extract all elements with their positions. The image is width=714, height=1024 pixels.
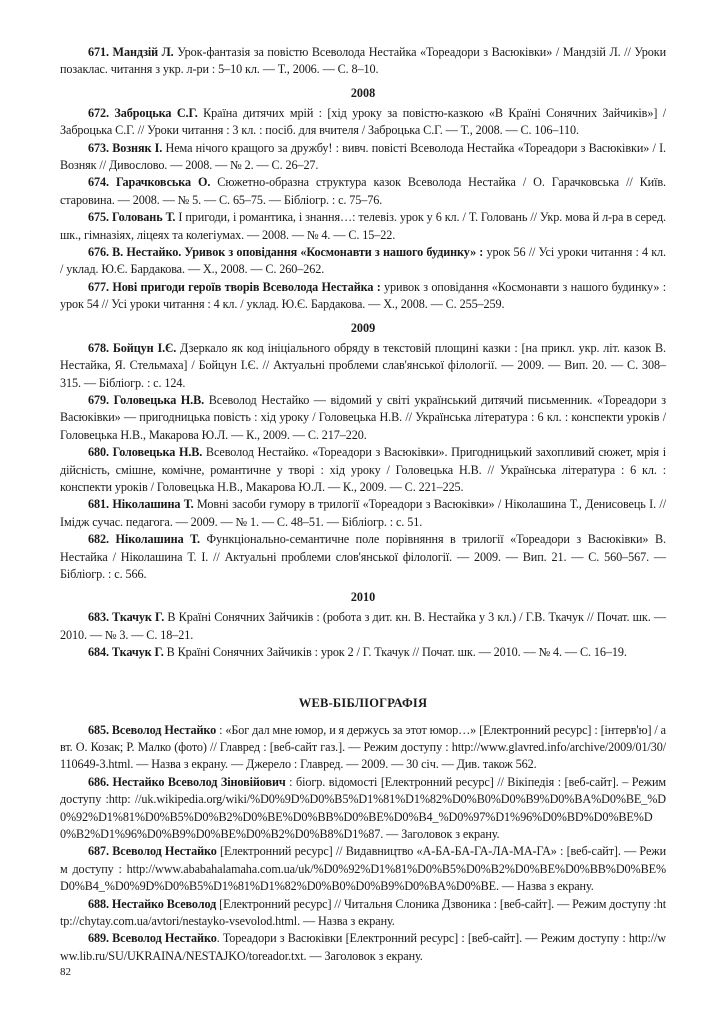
bib-entry-678: [60, 340, 666, 392]
entry-number: 686.: [88, 774, 109, 789]
entry-author: Бойцун І.Є.: [112, 340, 177, 355]
bib-entry-687: [60, 843, 666, 895]
entry-text: В Країні Сонячних Зайчиків : урок 2 / Г. Ткачук // Почат. шк. — 2010. — № 4. — С. 16–19.: [163, 645, 627, 660]
entry-number: 685.: [88, 722, 109, 737]
entry-author: Головецька Н.В.: [112, 445, 203, 460]
year-heading-2008: 2008: [350, 85, 376, 100]
entry-text: І пригоди, і романтика, і знання…: телевіз. урок у 6 кл. / Т. Головань // Укр. мова й л-ра в серед. шк., гімназіях, ліцеях та колегіумах. — 2008. — № 4. — С. 15–22.: [60, 210, 666, 242]
bib-entry-685: [60, 722, 666, 774]
entry-number: 687.: [88, 844, 109, 859]
page-number: 82: [60, 966, 71, 978]
entry-text: Всеволод Нестайко — відомий у світі український дитячий письменник. «Тореадори з Васюківки» — пригодницька повість : хід уроку / Головецька Н.В. // Українська література : 6 кл. : конспекти уроків / Головецька Н.В., Макарова Ю.Л. — К., 2009. — С. 217–220.: [60, 392, 666, 442]
entry-text: : біогр. відомості [Електронний ресурс] // Вікіпедія : [веб-сайт]. – Режим доступу :http: //uk.wikipedia.org/wiki/%D0%9D%D0%B5%D1%81%D1%82%D0%B0%D0%B9%D0%BA%D0%BE_%D0%92%D1%81%D0%B5%D0%B2%D0%BE%D0%BB%D0%BE%D0%B4_%D0%97%D1%96%D0%BD%D0%BE%D0%B2%D1%96%D0%B9%D0%BE%D0%B2%D0%B8%D1%87. — Заголовок з екрану.: [60, 774, 666, 842]
entry-text: Країна дитячих мрій : [хід уроку за повістю-казкою «В Країні Сонячних Зайчиків»] / Заброцька С.Г. // Уроки читання : 3 кл. : посіб. для вчителя / Заброцька С.Г. — Т., 2008. — С. 106–110.: [60, 105, 667, 138]
entry-author: Ткачук Г.: [112, 610, 165, 625]
entry-number: 688.: [88, 896, 109, 911]
entry-text: . Тореадори з Васюківки [Електронний ресурс] : [веб-сайт]. — Режим доступу : http://www.lib.ru/SU/UKRAINA/NESTAJKO/toreador.txt. — Заголовок з екрану.: [60, 931, 666, 963]
bib-entry-684: [60, 644, 666, 661]
bib-entry-674: [60, 174, 666, 209]
entry-author: Нові пригоди героїв творів Всеволода Нестайка :: [112, 279, 381, 294]
entry-text: Всеволод Нестайко. «Тореадори з Васюківки». Пригодницький захопливий сюжет, мрія і дійсність, смішне, комічне, романтичне у творі : хід уроку / Головецька Н.В. // Українська література : 6 кл. : конспекти уроків / Головецька Н.В., Макарова Ю.Л. — К., 2009. — С. 221–225.: [60, 445, 666, 494]
entry-text: Сюжетно-образна структура казок Всеволода Нестайка / О. Гарачковська // Київ. старовина. — 2008. — № 5. — С. 65–75. — Бібліогр. : с. 75–76.: [60, 175, 666, 207]
entry-number: 684.: [88, 645, 109, 660]
entry-text: Урок-фантазія за повістю Всеволода Нестайка «Тореадори з Васюківки» / Мандзій Л. // Уроки позаклас. читання з укр. л-ри : 5–10 кл. — Т., 2006. — С. 8–10.: [60, 45, 667, 77]
entry-text: уривок з оповідання «Космонавти з нашого будинку» : урок 54 // Усі уроки читання : 4 кл. / уклад. Ю.Є. Бардакова. — Х., 2008. — С. 255–259.: [60, 279, 666, 312]
entry-number: 677.: [88, 279, 109, 294]
entry-author: Возняк І.: [112, 140, 163, 155]
entry-author: Мандзій Л.: [112, 45, 174, 59]
entry-text: Функціонально-семантичне поле порівняння в трилогії «Тореадори з Васюківки» В. Нестайка / Ніколашина Т. І. // Актуальні проблеми слов'янської філології. — 2009. — Вип. 21. — С. 560–567. — Бібліогр. : с. 566.: [60, 532, 666, 581]
year-heading-2009: 2009: [350, 320, 376, 335]
entry-author: Нестайко Всеволод: [111, 896, 217, 911]
entry-number: 674.: [88, 175, 109, 190]
entry-author: Ніколашина Т.: [115, 532, 200, 547]
bib-entry-686: [60, 774, 666, 844]
entry-author: Головань Т.: [111, 210, 176, 225]
year-heading-2010: 2010: [350, 590, 376, 605]
bib-entry-673: [60, 140, 666, 175]
entry-author: Всеволод Нестайко: [112, 844, 217, 859]
entry-number: 679.: [88, 392, 109, 407]
bib-entry-681: [60, 496, 666, 531]
entry-number: 673.: [88, 140, 109, 155]
bib-entry-679: [60, 392, 666, 444]
entry-text: [Електронний ресурс] // Видавництво «А-БА-БА-ГА-ЛА-МА-ГА» : [веб-сайт]. — Режим доступу : http://www.ababahalamaha.com.ua/uk/%D0%92%D1%81%D0%B5%D0%B2%D0%BE%D0%BB%D0%BE%D0%B4_%D0%9D%D0%B5%D1%81%D1%82%D0%B0%D0%B9%D0%BA%D0%BE. — Назва з екрану.: [60, 844, 667, 894]
entry-text: В Країні Сонячних Зайчиків : (робота з дит. кн. В. Нестайка у 3 кл.) / Г.В. Ткачук // Почат. шк. — 2010. — № 3. — С. 18–21.: [60, 610, 666, 642]
entry-number: 680.: [88, 445, 109, 460]
entry-number: 683.: [88, 610, 109, 625]
entry-number: 675.: [88, 210, 109, 225]
entry-text: Дзеркало як код ініціального обряду в текстовій площині казки : [на прикл. укр. літ. казок В. Нестайка, Я. Стельмаха] / Бойцун І.Є. // Актуальні проблеми слав'янської філології. — 2009. — Вип. 20. — С. 308–315. — Бібліогр. : с. 124.: [60, 340, 666, 390]
entry-number: 671.: [88, 45, 109, 59]
entry-author: Ткачук Г.: [111, 645, 164, 660]
entry-number: 672.: [88, 105, 109, 120]
entry-author: В. Нестайко. Уривок з оповідання «Космонавти з нашого будинку» :: [112, 245, 484, 260]
entry-text: урок 56 // Усі уроки читання : 4 кл. / уклад. Ю.Є. Бардакова. — Х., 2008. — С. 260–262.: [60, 245, 666, 277]
bib-entry-682: [60, 531, 666, 583]
entry-number: 678.: [88, 340, 109, 355]
entry-author: Нестайко Всеволод Зіновійович: [112, 774, 286, 789]
entry-author: Заброцька С.Г.: [114, 105, 198, 120]
entry-number: 681.: [88, 497, 109, 512]
entry-number: 682.: [88, 532, 109, 547]
bib-entry-688: [60, 896, 666, 931]
entry-author: Всеволод Нестайко: [111, 722, 217, 737]
entry-author: Гарачковська О.: [115, 175, 211, 190]
entry-number: 689.: [88, 931, 109, 946]
entry-text: : «Бог дал мне юмор, и я держусь за этот юмор…» [Електронний ресурс] : [інтерв'ю] / авт. О. Козак; Р. Малко (фото) // Главред : [веб-сайт газ.]. — Режим доступу : http://www.glavred.info/archive/2009/01/30/110649-3.html. — Назва з екрану. — Джерело : Главред. — 2009. — 30 січ. — Див. також 562.: [60, 722, 666, 772]
bib-entry-672: [60, 105, 666, 140]
bib-entry-671: [60, 44, 666, 79]
entry-author: Всеволод Нестайко: [112, 931, 217, 946]
entry-text: Нема нічого кращого за дружбу! : вивч. повісті Всеволода Нестайка «Тореадори з Васюківки» / І. Возняк // Дивослово. — 2008. — № 2. — С. 26–27.: [60, 140, 666, 173]
entry-number: 676.: [88, 245, 109, 260]
web-bibliography-heading: WEB-БІБЛІОГРАФІЯ: [298, 695, 428, 710]
bib-entry-689: [60, 930, 666, 965]
bib-entry-680: [60, 444, 666, 496]
entry-text: [Електронний ресурс] // Читальня Слоника Дзвоника : [веб-сайт]. — Режим доступу :http://chytay.com.ua/avtori/nestayko-vsevolod.html. — Назва з екрану.: [60, 896, 666, 929]
bib-entry-675: [60, 209, 666, 244]
bib-entry-676: [60, 244, 666, 279]
bib-entry-677: [60, 279, 666, 314]
entry-author: Ніколашина Т.: [112, 497, 194, 512]
bib-entry-683: [60, 609, 666, 644]
entry-text: Мовні засоби гумору в трилогії «Тореадори з Васюківки» / Ніколашина Т., Денисовець І. // Імідж сучас. педагога. — 2009. — № 1. — С. 48–51. — Бібліогр. : с. 51.: [60, 497, 666, 529]
entry-author: Головецька Н.В.: [113, 392, 205, 407]
